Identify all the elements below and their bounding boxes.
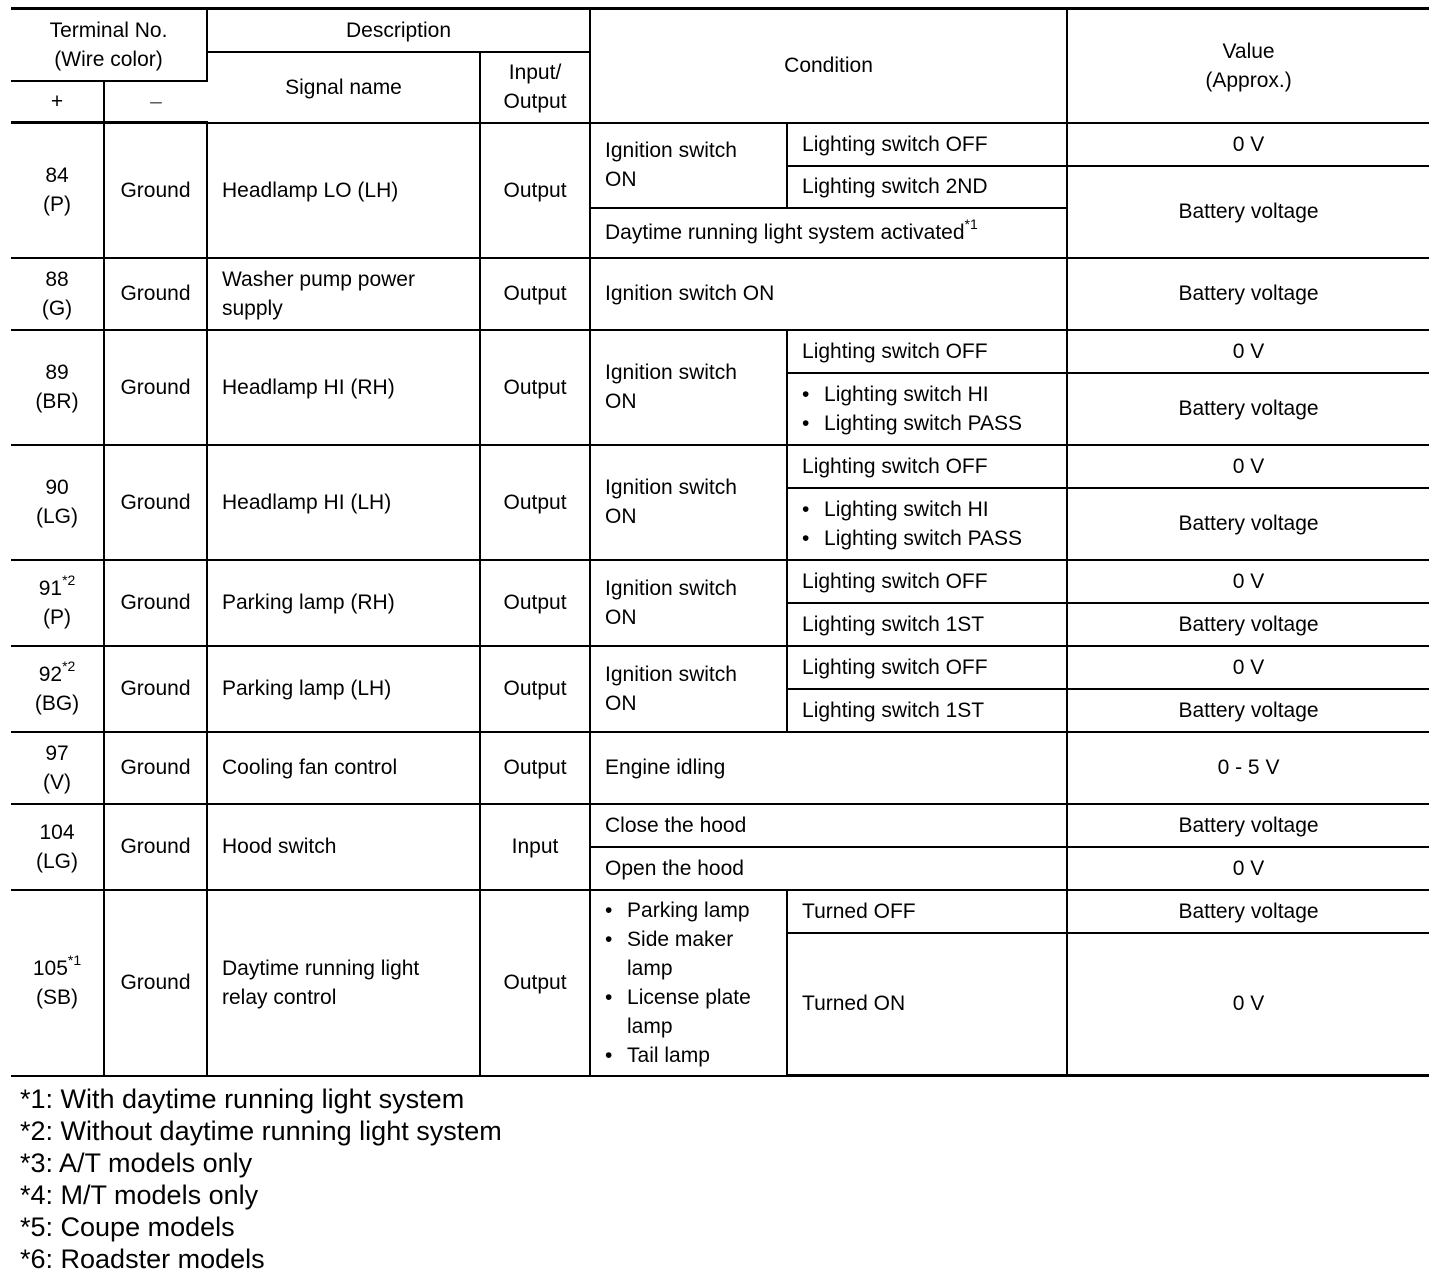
signal-name <box>207 258 480 330</box>
value-cell: 0 V <box>1067 933 1429 1076</box>
condition-main <box>590 123 787 208</box>
wire-color: (P) <box>43 193 71 217</box>
footnote-ref: *1 <box>964 216 978 232</box>
bullet-item <box>802 380 1052 409</box>
header-signal-name: Signal name <box>207 52 480 123</box>
bullet-icon: • <box>605 1043 613 1067</box>
bullet-icon: • <box>605 898 613 922</box>
wire-color: (LG) <box>36 849 78 873</box>
header-input-output <box>480 52 590 123</box>
value-cell: Battery voltage <box>1067 258 1429 330</box>
bullet-text: Side maker lamp <box>627 927 734 980</box>
io-cell: Output <box>480 890 590 1076</box>
signal-name <box>207 890 480 1076</box>
value-cell: Battery voltage <box>1067 804 1429 847</box>
wire-color: (G) <box>41 296 73 320</box>
terminal-number <box>11 330 104 445</box>
header-io-line1: Input/ <box>508 61 562 84</box>
terminal-value-wrap <box>15 571 99 603</box>
terminal-number <box>11 804 104 890</box>
signal-name: Parking lamp (RH) <box>207 560 480 646</box>
bullet-icon: • <box>802 497 810 521</box>
terminal-number <box>11 445 104 560</box>
bullet-icon: • <box>605 927 613 951</box>
header-condition: Condition <box>590 9 1067 123</box>
io-cell: Output <box>480 330 590 445</box>
condition-sub: Turned ON <box>787 933 1067 1076</box>
ground-cell: Ground <box>104 445 207 560</box>
wire-color: (V) <box>43 770 71 794</box>
value-cell: Battery voltage <box>1067 603 1429 646</box>
value-cell: Battery voltage <box>1067 890 1429 933</box>
signal-name: Cooling fan control <box>207 732 480 804</box>
value-cell: Battery voltage <box>1067 373 1429 445</box>
condition-line1: Ignition switch <box>605 662 737 686</box>
bullet-item <box>802 495 1052 524</box>
bullet-icon: • <box>605 985 613 1009</box>
bullet-text: Parking lamp <box>627 898 750 922</box>
terminal-number <box>11 258 104 330</box>
terminal-number <box>11 890 104 1076</box>
ground-cell: Ground <box>104 646 207 732</box>
condition-main <box>590 646 787 732</box>
ground-cell: Ground <box>104 890 207 1076</box>
condition-sub: Lighting switch OFF <box>787 445 1067 488</box>
signal-name: Headlamp HI (RH) <box>207 330 480 445</box>
header-terminal-no <box>11 9 207 81</box>
io-cell: Output <box>480 732 590 804</box>
condition-sub: Lighting switch 2ND <box>787 166 1067 208</box>
terminal-number <box>11 123 104 258</box>
condition-main: Close the hood <box>590 804 1067 847</box>
signal-name: Hood switch <box>207 804 480 890</box>
bullet-item <box>802 524 1052 553</box>
terminal-value: 104 <box>39 820 75 844</box>
terminal-value: 105 <box>32 956 68 980</box>
condition-sub: Lighting switch OFF <box>787 123 1067 166</box>
bullet-item <box>605 1041 772 1070</box>
terminal-number <box>11 732 104 804</box>
value-cell: 0 - 5 V <box>1067 732 1429 804</box>
io-cell: Output <box>480 123 590 258</box>
header-value-line1: Value <box>1222 39 1275 63</box>
bullet-item <box>605 983 772 1041</box>
header-value-line2: (Approx.) <box>1205 68 1292 92</box>
condition-sub: Lighting switch OFF <box>787 330 1067 373</box>
terminal-value: 91 <box>38 576 63 600</box>
io-cell: Output <box>480 646 590 732</box>
value-cell: Battery voltage <box>1067 689 1429 732</box>
signal-name: Headlamp LO (LH) <box>207 123 480 258</box>
signal-line1: Washer pump power <box>222 267 415 291</box>
condition-sub: Lighting switch OFF <box>787 646 1067 689</box>
table-row <box>11 330 1429 373</box>
terminal-value: 92 <box>38 662 63 686</box>
terminal-value: 84 <box>45 164 69 188</box>
signal-line1: Daytime running light <box>222 956 420 980</box>
condition-line2: ON <box>605 390 637 413</box>
header-description: Description <box>207 9 590 52</box>
signal-line2: supply <box>222 296 283 320</box>
wire-color: (P) <box>43 605 71 629</box>
header-terminal-line1: Terminal No. <box>49 18 168 42</box>
bullet-icon: • <box>802 526 810 550</box>
condition-line2: ON <box>605 168 637 191</box>
value-cell: 0 V <box>1067 445 1429 488</box>
ground-cell: Ground <box>104 123 207 258</box>
value-cell: 0 V <box>1067 123 1429 166</box>
table-row <box>11 646 1429 689</box>
table-row <box>11 123 1429 166</box>
condition-drl <box>590 208 1067 258</box>
table-row <box>11 804 1429 847</box>
io-cell: Input <box>480 804 590 890</box>
footnote-ref: *2 <box>62 571 76 588</box>
bullet-icon: • <box>802 411 810 435</box>
bullet-text: License plate lamp <box>627 985 751 1038</box>
io-cell: Output <box>480 258 590 330</box>
condition-main <box>590 445 787 560</box>
terminal-value: 88 <box>45 267 69 291</box>
terminal-value-wrap <box>15 657 99 689</box>
wire-color: (SB) <box>36 985 78 1009</box>
signal-name: Parking lamp (LH) <box>207 646 480 732</box>
ground-cell: Ground <box>104 330 207 445</box>
table-row <box>11 560 1429 603</box>
table-row <box>11 258 1429 330</box>
terminal-number <box>11 646 104 732</box>
condition-main: Open the hood <box>590 847 1067 890</box>
value-cell: 0 V <box>1067 330 1429 373</box>
condition-line2: ON <box>605 605 637 629</box>
bullet-text: Lighting switch PASS <box>824 526 1023 550</box>
table-row <box>11 445 1429 488</box>
terminal-value: 97 <box>45 741 69 765</box>
header-io-line2: Output <box>503 90 567 113</box>
value-cell: Battery voltage <box>1067 488 1429 560</box>
signal-line2: relay control <box>222 985 337 1009</box>
wire-color: (BG) <box>34 691 80 715</box>
header-value <box>1067 9 1429 123</box>
header-plus: + <box>11 81 104 123</box>
value-cell: 0 V <box>1067 646 1429 689</box>
condition-drl-text: Daytime running light system activated <box>605 221 965 244</box>
signal-name: Headlamp HI (LH) <box>207 445 480 560</box>
bullet-item <box>802 409 1052 438</box>
ground-cell: Ground <box>104 560 207 646</box>
condition-line2: ON <box>605 691 637 715</box>
ground-cell: Ground <box>104 732 207 804</box>
terminal-value-wrap <box>15 951 99 983</box>
value-cell: 0 V <box>1067 560 1429 603</box>
condition-sub: Lighting switch 1ST <box>787 603 1067 646</box>
condition-sub: Lighting switch 1ST <box>787 689 1067 732</box>
io-cell: Output <box>480 560 590 646</box>
footnote: *3: A/T models only <box>20 1148 253 1178</box>
terminal-reference-table <box>11 7 1429 1077</box>
wire-color: (BR) <box>35 390 79 413</box>
footnote: *5: Coupe models <box>20 1212 235 1242</box>
bullet-item <box>605 925 772 983</box>
footnote: *6: Roadster models <box>20 1244 265 1274</box>
condition-sub: Lighting switch OFF <box>787 560 1067 603</box>
io-cell: Output <box>480 445 590 560</box>
footnote: *2: Without daytime running light system <box>20 1116 502 1146</box>
table-row <box>11 890 1429 933</box>
terminal-number <box>11 560 104 646</box>
condition-main <box>590 560 787 646</box>
bullet-item <box>605 896 772 925</box>
condition-line1: Ignition switch <box>605 139 737 162</box>
condition-line1: Ignition switch <box>605 361 737 384</box>
wire-color: (LG) <box>36 505 78 528</box>
terminal-value: 89 <box>45 361 69 384</box>
bullet-icon: • <box>802 382 810 406</box>
bullet-text: Tail lamp <box>627 1043 710 1067</box>
condition-line1: Ignition switch <box>605 576 737 600</box>
value-cell: 0 V <box>1067 847 1429 890</box>
bullet-text: Lighting switch HI <box>824 382 989 406</box>
header-minus: – <box>104 81 207 123</box>
ground-cell: Ground <box>104 804 207 890</box>
footnote-ref: *1 <box>67 951 82 968</box>
condition-main <box>590 330 787 445</box>
footnote: *1: With daytime running light system <box>20 1084 465 1114</box>
bullet-text: Lighting switch HI <box>824 497 989 521</box>
header-terminal-line2: (Wire color) <box>54 47 163 71</box>
bullet-text: Lighting switch PASS <box>824 411 1023 435</box>
footnote-ref: *2 <box>62 657 76 674</box>
footnote: *4: M/T models only <box>20 1180 259 1210</box>
condition-main: Ignition switch ON <box>590 258 1067 330</box>
condition-main: Engine idling <box>590 732 1067 804</box>
condition-sub: Turned OFF <box>787 890 1067 933</box>
condition-bullets <box>590 890 787 1076</box>
table-row <box>11 732 1429 804</box>
value-cell: Battery voltage <box>1067 166 1429 258</box>
footnotes <box>20 1083 502 1275</box>
ground-cell: Ground <box>104 258 207 330</box>
condition-bullets <box>787 373 1067 445</box>
terminal-value: 90 <box>45 476 69 499</box>
condition-bullets <box>787 488 1067 560</box>
condition-line2: ON <box>605 505 637 528</box>
condition-line1: Ignition switch <box>605 476 737 499</box>
